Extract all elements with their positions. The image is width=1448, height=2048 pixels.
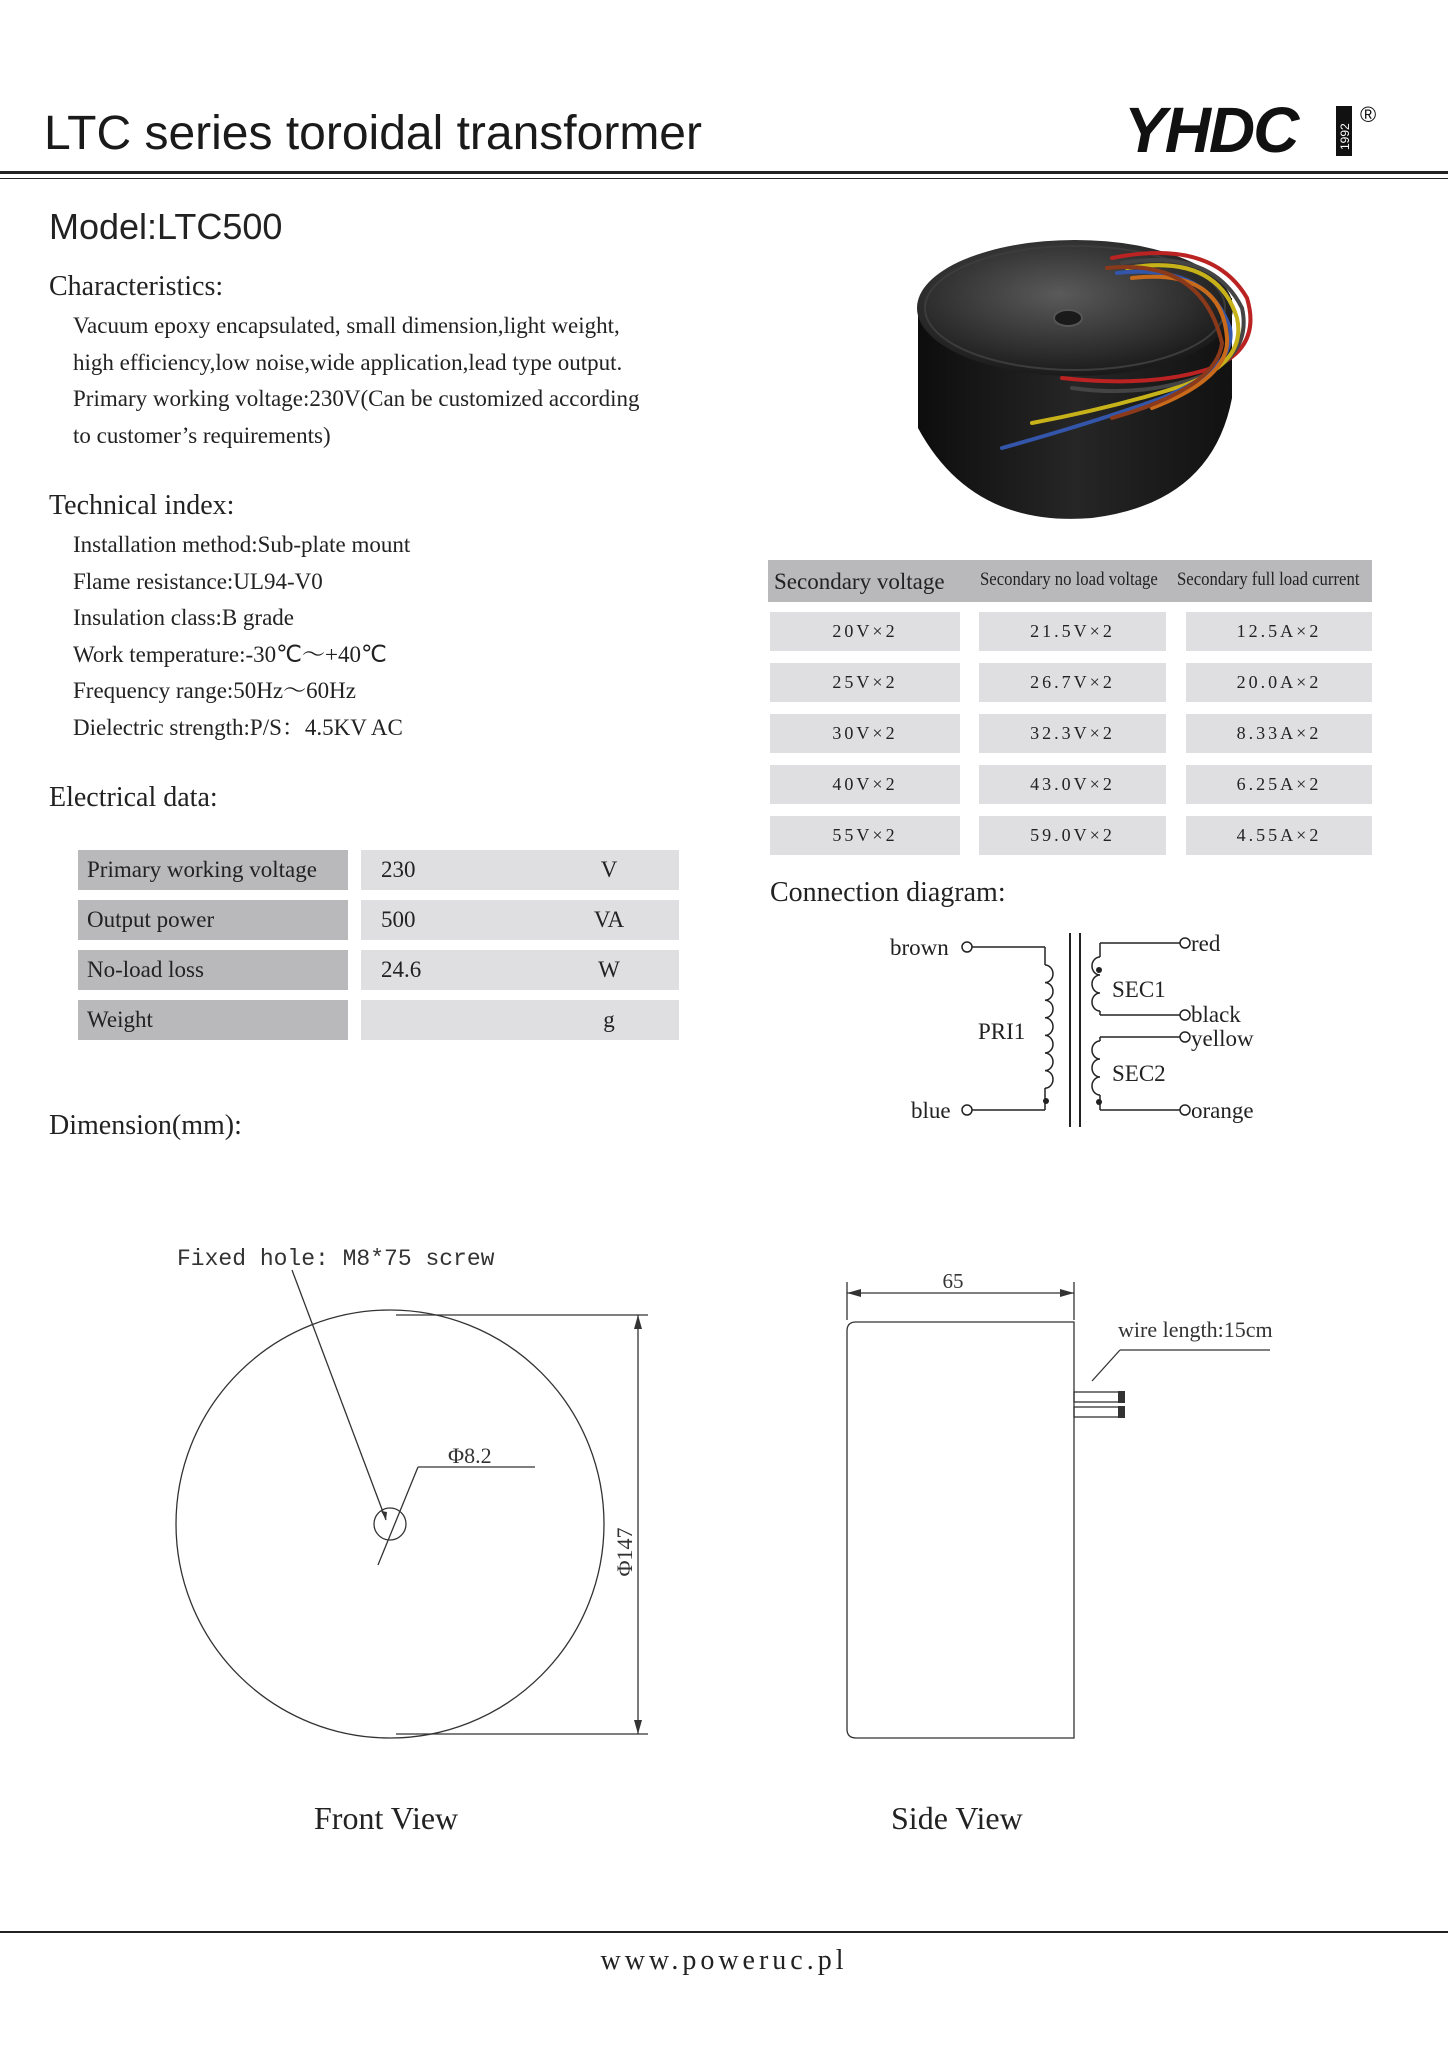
table-cell: 20V×2: [770, 612, 960, 651]
characteristics-text: [73, 308, 713, 454]
outer-diameter-label: Φ147: [612, 1527, 637, 1577]
header-rule: [0, 171, 1448, 174]
page-title: LTC series toroidal transformer: [44, 107, 702, 160]
table-cell: 30V×2: [770, 714, 960, 753]
label-yellow: yellow: [1191, 1026, 1254, 1051]
front-view-label: Front View: [314, 1800, 459, 1836]
table-cell: 4.55A×2: [1186, 816, 1372, 855]
label-red: red: [1191, 931, 1221, 956]
header-no-load-voltage: Secondary no load voltage: [980, 569, 1158, 590]
connection-diagram-heading: Connection diagram:: [770, 877, 1006, 908]
table-cell: 55V×2: [770, 816, 960, 855]
tech-line: Insulation class:B grade: [73, 605, 295, 630]
label-sec2: SEC2: [1112, 1061, 1166, 1086]
table-row-label: Primary working voltage: [78, 850, 348, 890]
characteristics-heading: Characteristics:: [49, 271, 224, 302]
label-orange: orange: [1191, 1098, 1254, 1123]
connection-diagram: [860, 915, 1280, 1135]
tech-line: Work temperature:-30℃～+40℃: [73, 641, 387, 667]
table-row-value: 24.6 W: [361, 950, 679, 990]
characteristics-line: Primary working voltage:230V(Can be customized according: [73, 386, 640, 411]
wire-length-label: wire length:15cm: [1118, 1317, 1273, 1342]
dimension-heading: Dimension(mm):: [49, 1110, 242, 1141]
footer-rule: [0, 1931, 1448, 1933]
front-view-drawing: [150, 1230, 670, 1750]
tech-line: Flame resistance:UL94-V0: [73, 568, 323, 594]
table-row-label: Output power: [78, 900, 348, 940]
registered-mark: ®: [1360, 102, 1377, 127]
table-cell: 40V×2: [770, 765, 960, 804]
table-row-label: No-load loss: [78, 950, 348, 990]
brand-wordmark: YHDC: [1124, 98, 1298, 160]
characteristics-line: high efficiency,low noise,wide application,lead type output.: [73, 349, 623, 375]
height-dimension-label: 65: [942, 1269, 964, 1293]
characteristics-line: to customer’s requirements): [73, 422, 331, 448]
label-pri1: PRI1: [978, 1019, 1026, 1044]
technical-index-list: [73, 527, 410, 746]
brand-year: 1992: [1338, 123, 1352, 150]
table-cell: 20.0A×2: [1186, 663, 1372, 702]
label-blue: blue: [911, 1098, 951, 1123]
table-cell: 26.7V×2: [979, 663, 1166, 702]
tech-line: Frequency range:50Hz～60Hz: [73, 678, 356, 703]
tech-line: Installation method:Sub-plate mount: [73, 532, 411, 557]
yhdc-logo: [1124, 98, 1380, 160]
electrical-data-heading: Electrical data:: [49, 782, 218, 813]
table-cell: 6.25A×2: [1186, 765, 1372, 804]
transformer-photo: [912, 238, 1262, 538]
footer-url: www.poweruc.pl: [600, 1945, 848, 1976]
table-cell: 8.33A×2: [1186, 714, 1372, 753]
label-black: black: [1191, 1002, 1241, 1027]
table-cell: 12.5A×2: [1186, 612, 1372, 651]
hole-diameter-label: Φ8.2: [448, 1443, 492, 1468]
table-row-value: 500 VA: [361, 900, 679, 940]
table-row-label: Weight: [78, 1000, 348, 1040]
header-rule-thin: [0, 178, 1448, 179]
label-sec1: SEC1: [1112, 977, 1166, 1002]
table-cell: 32.3V×2: [979, 714, 1166, 753]
side-view-label: Side View: [891, 1800, 1023, 1836]
tech-line: Dielectric strength:P/S：4.5KV AC: [73, 714, 403, 740]
table-cell: 59.0V×2: [979, 816, 1166, 855]
table-row-value: g: [361, 1000, 679, 1040]
side-view-drawing: [830, 1260, 1310, 1750]
characteristics-line: Vacuum epoxy encapsulated, small dimension,light weight,: [73, 313, 620, 338]
table-header: [768, 560, 1372, 602]
fixed-hole-label: Fixed hole: M8*75 screw: [177, 1246, 495, 1272]
table-row-value: 230 V: [361, 850, 679, 890]
label-brown: brown: [890, 935, 949, 960]
header-full-load-current: Secondary full load current: [1177, 569, 1360, 590]
table-cell: 43.0V×2: [979, 765, 1166, 804]
technical-index-heading: Technical index:: [49, 490, 235, 521]
model-name: Model:LTC500: [49, 206, 283, 247]
header-secondary-voltage: Secondary voltage: [774, 569, 945, 594]
table-cell: 21.5V×2: [979, 612, 1166, 651]
table-cell: 25V×2: [770, 663, 960, 702]
